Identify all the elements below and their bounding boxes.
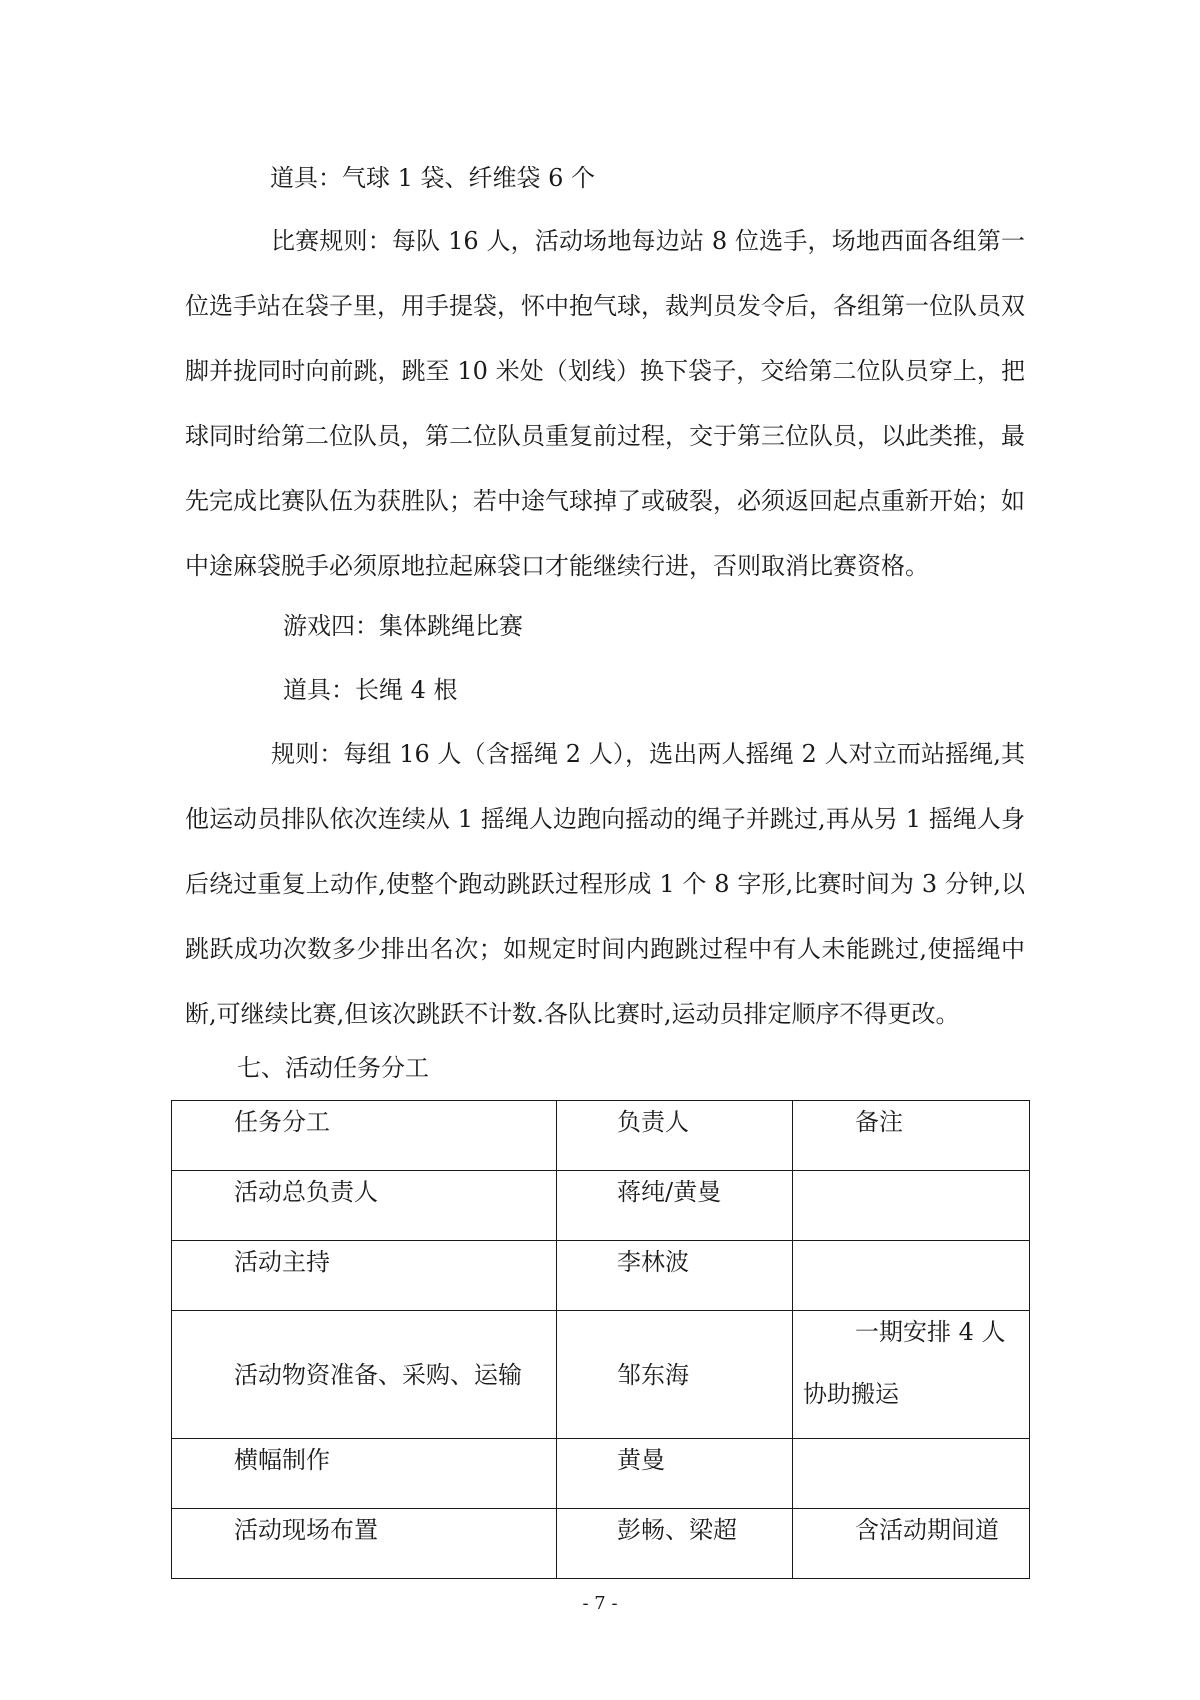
- game4-rules: 规则：每组 16 人（含摇绳 2 人），选出两人摇绳 2 人对立而站摇绳,其他运动员排队依次连续从 1 摇绳人边跑向摇动的绳子并跳过,再从另 1 摇绳人身后绕过重复上动作,使整个跑动跳跃过程形成 1 个 8 字形,比赛时间为 3 分钟,以跳跃成功次数多少排出名次；如规定时间内跑跳过程中有人未能跳过,使摇绳中断,可继续比赛,但该次跳跃不计数.各队比赛时,运动员排定顺序不得更改。: [185, 740, 1025, 1028]
- note-cell: [793, 1311, 1030, 1439]
- table-row: [172, 1171, 1030, 1241]
- task-cell: 活动物资准备、采购、运输: [172, 1311, 557, 1439]
- task-assignment-table: [171, 1100, 1030, 1579]
- table-header-task: 任务分工: [172, 1101, 557, 1171]
- note-cell: [793, 1241, 1030, 1311]
- table-row: [172, 1509, 1030, 1579]
- game3-props: 道具：气球 1 袋、纤维袋 6 个: [270, 164, 596, 192]
- owner-cell: 邹东海: [557, 1311, 793, 1439]
- note-line-2: 协助搬运: [803, 1380, 899, 1408]
- game4-title: 游戏四：集体跳绳比赛: [283, 612, 523, 640]
- note-cell: [793, 1171, 1030, 1241]
- note-cell: 含活动期间道: [793, 1509, 1030, 1579]
- owner-cell: 李林波: [557, 1241, 793, 1311]
- task-cell: 活动现场布置: [172, 1509, 557, 1579]
- game3-rules: 比赛规则：每队 16 人，活动场地每边站 8 位选手，场地西面各组第一位选手站在袋子里，用手提袋，怀中抱气球，裁判员发令后，各组第一位队员双脚并拢同时向前跳，跳至 10 米处（划线）换下袋子，交给第二位队员穿上，把球同时给第二位队员，第二位队员重复前过程，交于第三位队员，以此类推，最先完成比赛队伍为获胜队；若中途气球掉了或破裂，必须返回起点重新开始；如中途麻袋脱手必须原地拉起麻袋口才能继续行进，否则取消比赛资格。: [185, 227, 1025, 580]
- owner-cell: 黄曼: [557, 1439, 793, 1509]
- table-header-row: [172, 1101, 1030, 1171]
- task-cell: 横幅制作: [172, 1439, 557, 1509]
- table-row: [172, 1311, 1030, 1439]
- owner-cell: 彭畅、梁超: [557, 1509, 793, 1579]
- page-number: - 7 -: [582, 1593, 618, 1614]
- game4-props: 道具：长绳 4 根: [283, 676, 458, 704]
- table-header-note: 备注: [793, 1101, 1030, 1171]
- table-row: [172, 1439, 1030, 1509]
- note-line-1: 一期安排 4 人: [855, 1318, 1006, 1346]
- note-cell: [793, 1439, 1030, 1509]
- table-row: [172, 1241, 1030, 1311]
- owner-cell: 蒋纯/黄曼: [557, 1171, 793, 1241]
- task-cell: 活动总负责人: [172, 1171, 557, 1241]
- section7-heading: 七、活动任务分工: [237, 1054, 429, 1082]
- task-cell: 活动主持: [172, 1241, 557, 1311]
- table-header-owner: 负责人: [557, 1101, 793, 1171]
